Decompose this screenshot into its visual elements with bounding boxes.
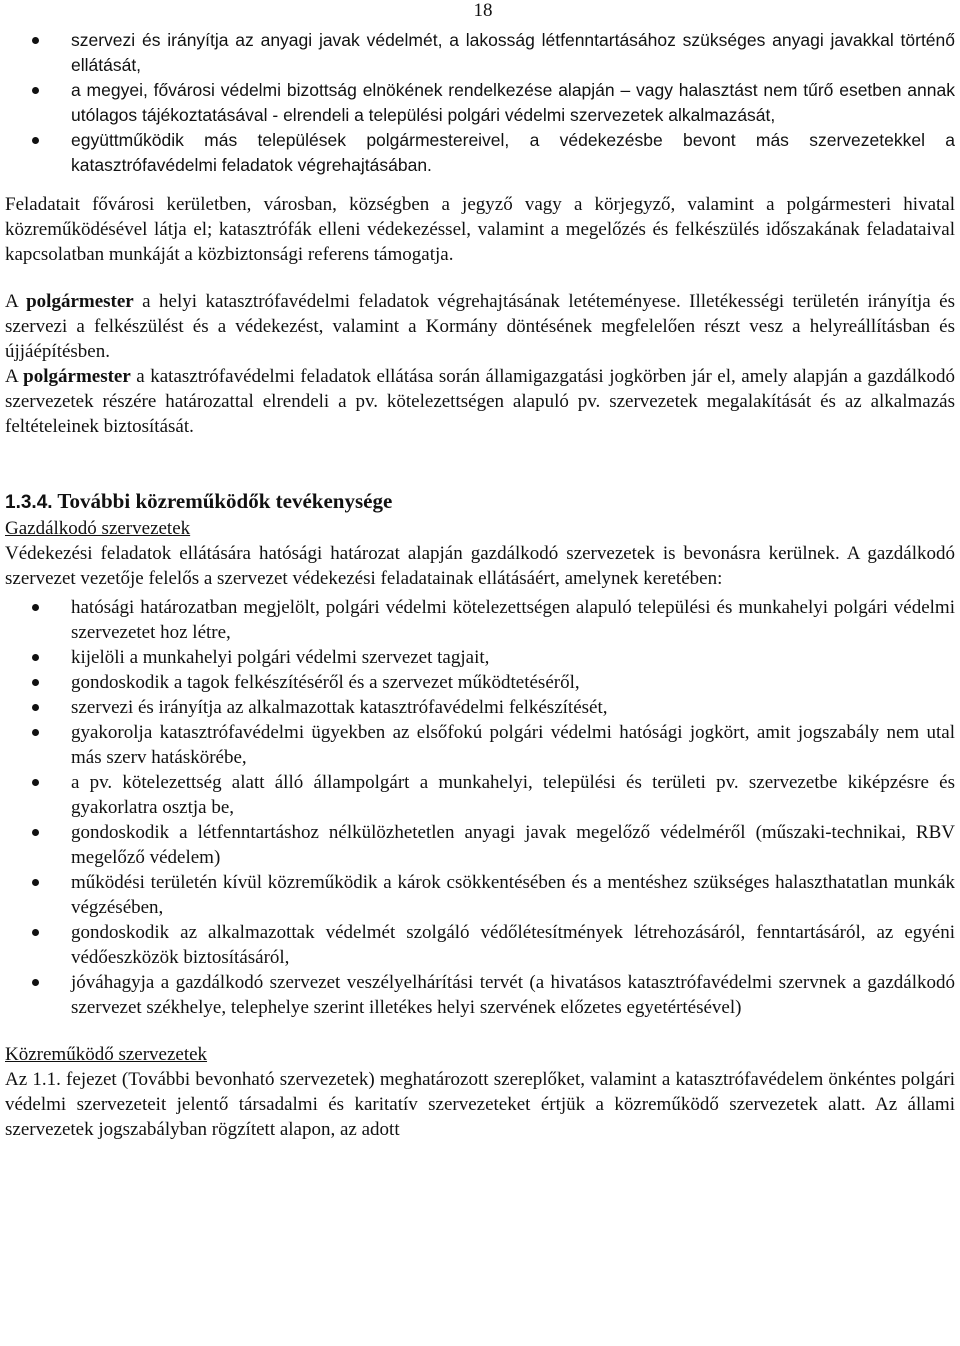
polgarmester-paragraph-1 — [5, 289, 955, 364]
list-item: működési területén kívül közreműködik a károk csökkentésében és a mentéshez szükséges halaszthatatlan munkák végzésében, — [5, 870, 955, 920]
bold-term: polgármester — [26, 291, 134, 312]
list-item: kijelöli a munkahelyi polgári védelmi szervezet tagjait, — [5, 645, 955, 670]
gazdalkodo-intro: Védekezési feladatok ellátására hatósági határozat alapján gazdálkodó szervezetek is bevonásra kerülnek. A gazdálkodó szervezet vezetője felelős a szervezet védekezési feladatainak ellátásáért, amelynek keretében: — [5, 543, 955, 589]
paragraph-prefix: A — [5, 291, 27, 312]
list-item: jóváhagyja a gazdálkodó szervezet veszélyelhárítási tervét (a hivatásos katasztrófavédelmi szervnek a gazdálkodó szervezet székhelye, telephelye szerint illetékes helyi szervének előzetes egyetértésével) — [5, 970, 955, 1020]
kozremukodo-heading: Közreműködő szervezetek — [5, 1044, 208, 1065]
list-item: a pv. kötelezettség alatt álló állampolgárt a munkahelyi, települési és területi pv. szervezetbe kiképzésre és gyakorlatra osztja be, — [5, 770, 955, 820]
page-number: 18 — [473, 0, 493, 21]
list-item: a megyei, fővárosi védelmi bizottság elnökének rendelkezése alapján – vagy halasztást nem tűrő esetben annak utólagos tájékoztatásával - elrendeli a települési polgári védelmi szervezetek alkalmazását, — [5, 78, 955, 128]
kozremukodo-paragraph: Az 1.1. fejezet (További bevonható szervezetek) meghatározott szereplőket, valamint a katasztrófavédelem önkéntes polgári védelmi szervezeteit jelentő társadalmi és karitatív szervezeteket értjük a közreműködő szervezetek alatt. Az állami szervezetek jogszabályban rögzített alapon, az adott — [5, 1069, 955, 1140]
paragraph-text: a katasztrófavédelmi feladatok ellátása során államigazgatási jogkörben jár el, amely alapján a gazdálkodó szervezetek részére határozattal elrendeli a pv. kötelezettségen alapuló pv. szervezetek megalakítását és az alkalmazás feltételeinek biztosítását. — [5, 366, 955, 437]
jegyzo-paragraph: Feladatait fővárosi kerületben, városban, községben a jegyző vagy a körjegyző, valamint a polgármesteri hivatal közreműködésével látja el; katasztrófák elleni védekezéssel, valamint a megelőzés és felkészülés időszakának feladataival kapcsolatban munkáját a közbiztonsági referens támogatja. — [5, 194, 955, 265]
list-item: együttműködik más települések polgármestereivel, a védekezésbe bevont más szervezetekkel a katasztrófavédelmi feladatok végrehajtásában. — [5, 128, 955, 178]
gazdalkodo-heading: Gazdálkodó szervezetek — [5, 518, 191, 539]
list-item: gyakorolja katasztrófavédelmi ügyekben az elsőfokú polgári védelmi hatósági jogkört, amit jogszabály nem utal más szerv hatáskörébe, — [5, 720, 955, 770]
list-item: szervezi és irányítja az anyagi javak védelmét, a lakosság létfenntartásához szükséges anyagi javakkal történő ellátását, — [5, 28, 955, 78]
section-number: 1.3.4. — [5, 492, 53, 513]
polgarmester-paragraph-2 — [5, 364, 955, 439]
list-item: hatósági határozatban megjelölt, polgári védelmi kötelezettségen alapuló települési és munkahelyi polgári védelmi szervezetet hoz létre, — [5, 595, 955, 645]
section-heading — [5, 488, 955, 516]
list-item: gondoskodik az alkalmazottak védelmét szolgáló védőlétesítmények létrehozásáról, fenntartásáról, az egyéni védőeszközök biztosításáról, — [5, 920, 955, 970]
paragraph-text: a helyi katasztrófavédelmi feladatok végrehajtásának letéteményese. Illetékességi területén irányítja és szervezi a felkészülést és a védekezést, valamint a Kormány döntésének megfelelően részt vesz a helyreállításban és újjáépítésben. — [5, 291, 955, 362]
page-content — [5, 28, 955, 1142]
section-title: További közreműködők tevékenysége — [52, 489, 393, 513]
paragraph-prefix: A — [5, 366, 24, 387]
intro-bullet-list — [5, 28, 955, 178]
list-item: gondoskodik a tagok felkészítéséről és a szervezet működtetéséről, — [5, 670, 955, 695]
gazdalkodo-bullet-list — [5, 595, 955, 1020]
bold-term: polgármester — [23, 366, 131, 387]
list-item: gondoskodik a létfenntartáshoz nélkülözhetetlen anyagi javak megelőző védelméről (műszaki-technikai, RBV megelőző védelem) — [5, 820, 955, 870]
list-item: szervezi és irányítja az alkalmazottak katasztrófavédelmi felkészítését, — [5, 695, 955, 720]
